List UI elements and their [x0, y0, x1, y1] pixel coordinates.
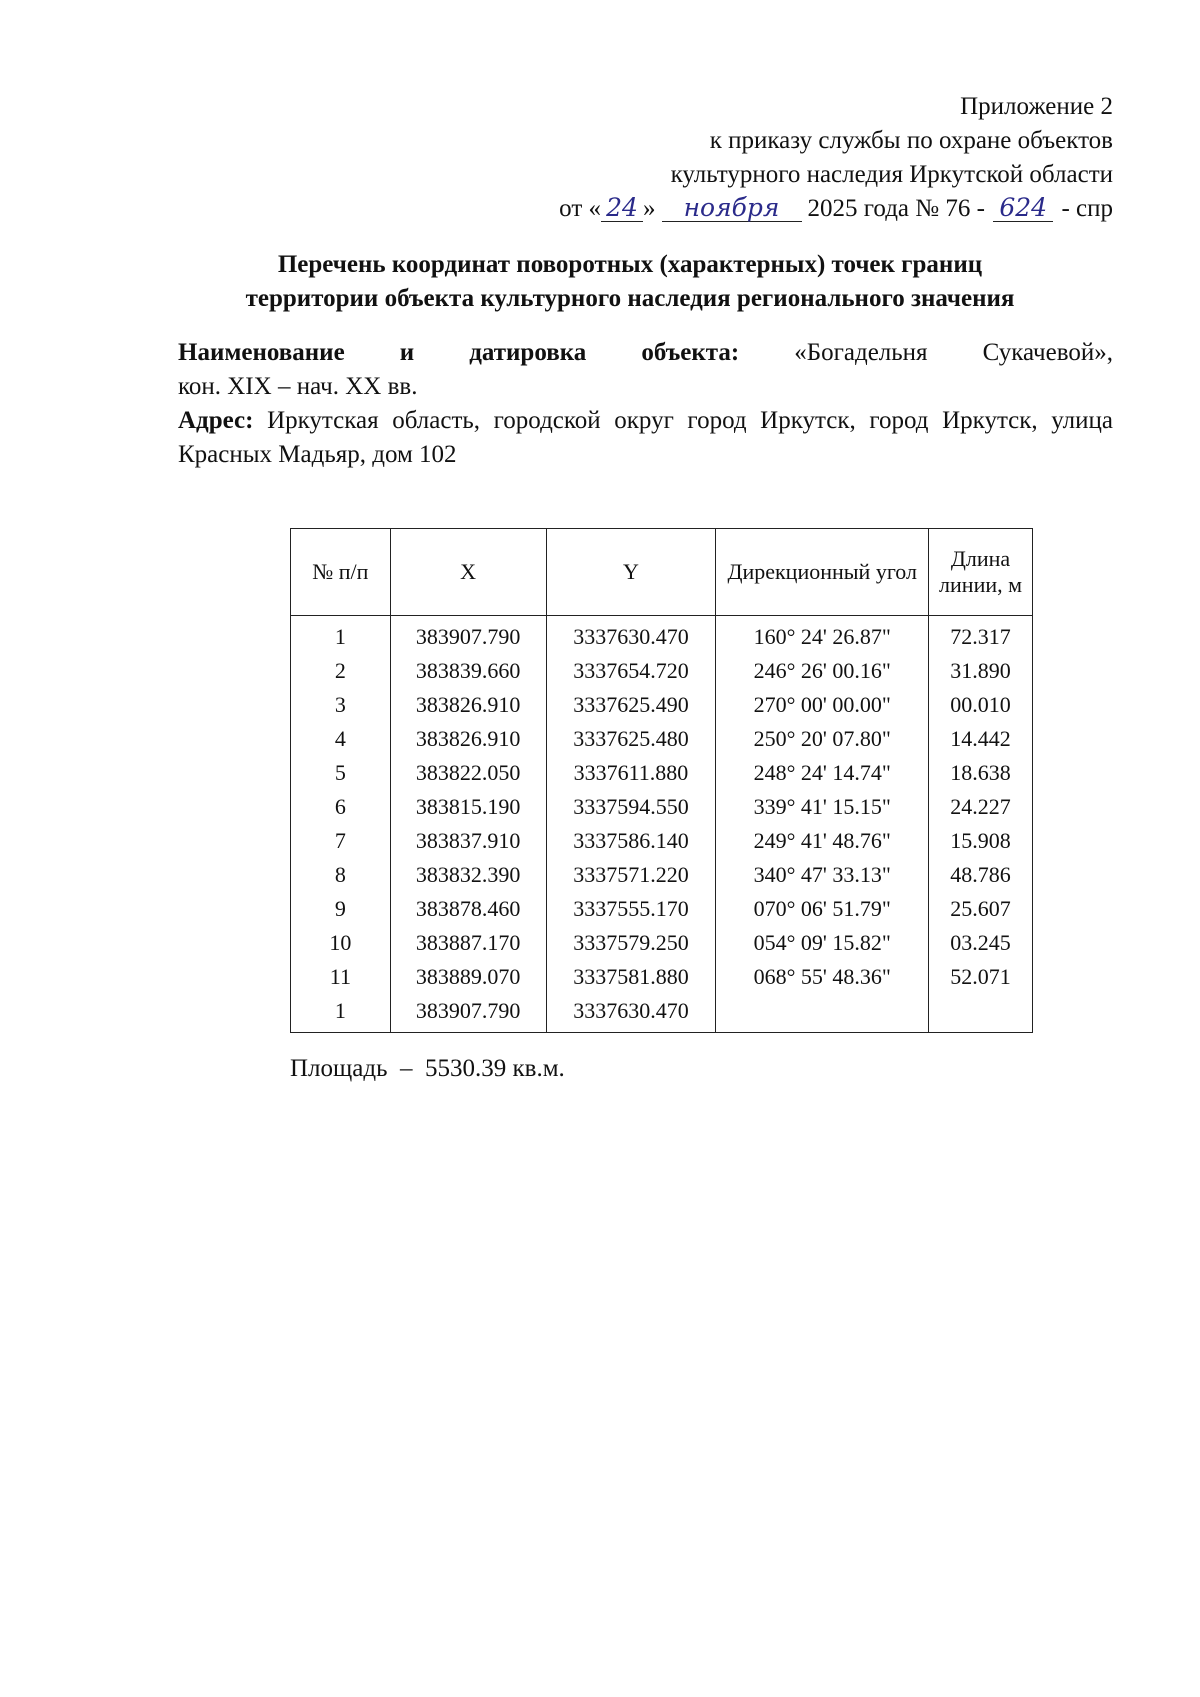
point-x: 383822.050 — [415, 760, 521, 785]
segment-angle: 054° 09' 15.82" — [753, 930, 891, 955]
header-angle: Дирекционный угол — [716, 529, 929, 616]
segment-length: 03.245 — [950, 930, 1011, 955]
point-number: 6 — [334, 794, 346, 819]
point-number: 4 — [334, 726, 346, 751]
header-y: Y — [546, 529, 716, 616]
appendix-line-2: к приказу службы по охране объектов — [709, 127, 1113, 154]
point-number: 1 — [334, 998, 346, 1023]
point-number: 3 — [334, 692, 346, 717]
segment-length: 25.607 — [950, 896, 1011, 921]
handwritten-day: 24 — [601, 195, 643, 222]
object-name-value: «Богадельня Сукачевой», — [794, 339, 1113, 366]
object-name-label: Наименование и датировка объекта: — [178, 339, 740, 366]
point-number: 1 — [334, 624, 346, 649]
handwritten-order-number: 624 — [993, 195, 1053, 222]
point-x: 383826.910 — [415, 692, 521, 717]
document-title — [160, 248, 1100, 316]
point-y: 3337581.880 — [573, 964, 689, 989]
object-dating: кон. XIX – нач. XX вв. — [178, 373, 418, 400]
point-x: 383887.170 — [415, 930, 521, 955]
point-y: 3337625.490 — [573, 692, 689, 717]
segment-length: 18.638 — [950, 760, 1011, 785]
column-y-values — [546, 616, 716, 1033]
area-total: Площадь – 5530.39 кв.м. — [290, 1055, 565, 1082]
appendix-date-line — [413, 192, 1113, 226]
point-y: 3337586.140 — [573, 828, 689, 853]
handwritten-month: ноября — [662, 195, 802, 222]
segment-angle: 270° 00' 00.00" — [753, 692, 891, 717]
appendix-line-3: культурного наследия Иркутской области — [670, 161, 1113, 188]
point-x: 383837.910 — [415, 828, 521, 853]
header-num: № п/п — [291, 529, 391, 616]
point-y: 3337594.550 — [573, 794, 689, 819]
segment-length: 31.890 — [950, 658, 1011, 683]
point-x: 383815.190 — [415, 794, 521, 819]
point-number: 9 — [334, 896, 346, 921]
title-line-2: территории объекта культурного наследия регионального значения — [245, 285, 1015, 312]
header-x: X — [390, 529, 546, 616]
segment-length: 24.227 — [950, 794, 1011, 819]
segment-angle: 070° 06' 51.79" — [753, 896, 891, 921]
column-angles — [716, 616, 929, 1033]
table-header-row — [291, 529, 1033, 616]
object-info — [178, 336, 1113, 472]
date-prefix: от « — [559, 195, 602, 222]
header-length: Длина линии, м — [929, 529, 1033, 616]
segment-angle: 160° 24' 26.87" — [753, 624, 891, 649]
segment-angle: 339° 41' 15.15" — [753, 794, 891, 819]
point-x: 383907.790 — [415, 998, 521, 1023]
point-y: 3337630.470 — [573, 998, 689, 1023]
point-x: 383907.790 — [415, 624, 521, 649]
address-label: Адрес: — [178, 407, 254, 434]
object-name-line — [178, 336, 1113, 370]
coordinates-table — [290, 528, 1033, 1033]
point-number: 11 — [329, 964, 351, 989]
point-y: 3337611.880 — [573, 760, 689, 785]
appendix-header — [413, 90, 1113, 226]
segment-angle: 250° 20' 07.80" — [753, 726, 891, 751]
point-x: 383832.390 — [415, 862, 521, 887]
object-address — [178, 404, 1113, 472]
point-y: 3337625.480 — [573, 726, 689, 751]
segment-length: 72.317 — [950, 624, 1011, 649]
point-y: 3337630.470 — [573, 624, 689, 649]
segment-length: 15.908 — [950, 828, 1011, 853]
segment-length: 00.010 — [950, 692, 1011, 717]
date-year-text: 2025 года № 76 - — [807, 195, 985, 222]
table-body-row — [291, 616, 1033, 1033]
column-point-numbers — [291, 616, 391, 1033]
segment-angle: 340° 47' 33.13" — [753, 862, 891, 887]
column-lengths — [929, 616, 1033, 1033]
point-y: 3337555.170 — [573, 896, 689, 921]
point-number: 8 — [334, 862, 346, 887]
point-x: 383839.660 — [415, 658, 521, 683]
segment-length: 52.071 — [950, 964, 1011, 989]
point-y: 3337579.250 — [573, 930, 689, 955]
point-y: 3337571.220 — [573, 862, 689, 887]
segment-angle: 248° 24' 14.74" — [753, 760, 891, 785]
point-number: 10 — [329, 930, 352, 955]
point-x: 383878.460 — [415, 896, 521, 921]
column-x-values — [390, 616, 546, 1033]
point-y: 3337654.720 — [573, 658, 689, 683]
segment-angle: 249° 41' 48.76" — [753, 828, 891, 853]
segment-length: 14.442 — [950, 726, 1011, 751]
title-line-1: Перечень координат поворотных (характерных) точек границ — [277, 251, 983, 278]
order-suffix: - спр — [1061, 195, 1113, 222]
point-x: 383826.910 — [415, 726, 521, 751]
point-number: 2 — [334, 658, 346, 683]
point-number: 7 — [334, 828, 346, 853]
point-number: 5 — [334, 760, 346, 785]
appendix-label: Приложение 2 — [960, 93, 1113, 120]
segment-angle: 068° 55' 48.36" — [753, 964, 891, 989]
segment-length: 48.786 — [950, 862, 1011, 887]
segment-angle: 246° 26' 00.16" — [753, 658, 891, 683]
date-quote-close: » — [643, 195, 656, 222]
point-x: 383889.070 — [415, 964, 521, 989]
address-value: Иркутская область, городской округ город Иркутск, город Иркутск, улица Красных Мадьяр, дом 102 — [178, 407, 1114, 468]
